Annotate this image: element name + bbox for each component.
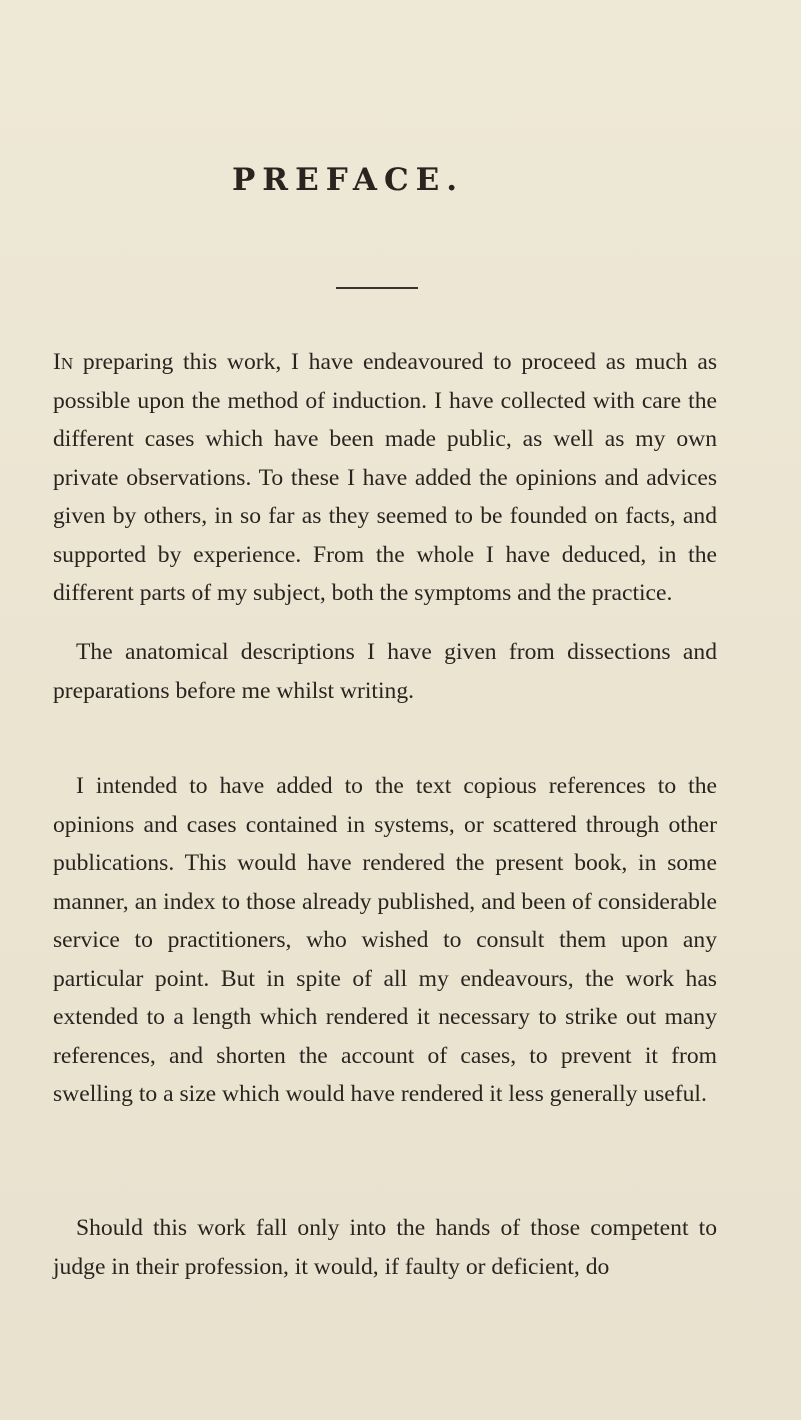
paragraph-2	[53, 633, 717, 710]
paragraph-4-text: Should this work fall only into the hands of those competent to judge in their profession, it would, if faulty or deficient, do	[53, 1215, 717, 1280]
paragraph-3-text: I intended to have added to the text copious references to the opinions and cases contained in systems, or scattered through other publications. This would have rendered the present book, in some manner, an index to those already published, and been of considerable service to practitioners, who wished to consult them upon any particular point. But in spite of all my endeavours, the work has extended to a length which rendered it necessary to strike out many references, and shorten the account of cases, to prevent it from swelling to a size which would have rendered it less generally useful.	[53, 773, 717, 1107]
heading-rule	[336, 287, 418, 289]
preface-heading: PREFACE.	[232, 162, 465, 198]
paragraph-2-text: The anatomical descriptions I have given from dissections and preparations before me whilst writing.	[53, 639, 717, 704]
paragraph-3	[53, 767, 717, 1114]
paragraph-1-body: preparing this work, I have endeavoured to proceed as much as possible upon the method of induction. I have collected with care the different cases which have been made public, as well as my own private observations. To these I have added the opinions and advices given by others, in so far as they seemed to be founded on facts, and supported by experience. From the whole I have deduced, in the different parts of my subject, both the symptoms and the practice.	[53, 349, 717, 606]
paragraph-1	[53, 343, 717, 613]
paragraph-1-lead-word: In	[53, 349, 74, 375]
paragraph-4	[53, 1209, 717, 1286]
paragraph-1-text	[53, 343, 717, 613]
